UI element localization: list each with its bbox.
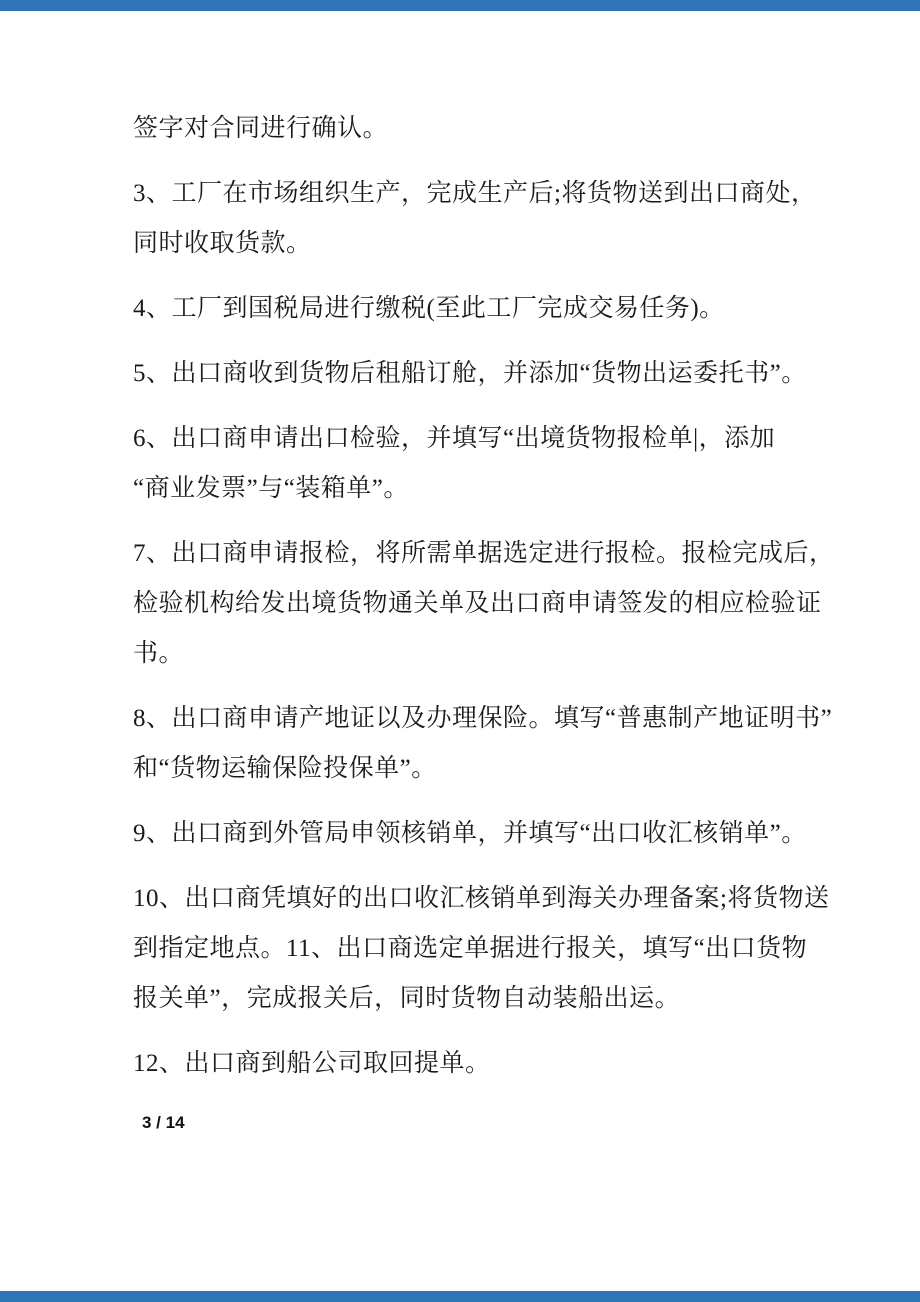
text-line: 报关单”，完成报关后，同时货物自动装船出运。 xyxy=(133,985,681,1012)
paragraph-item-6 xyxy=(133,414,853,514)
text-line: 10、出口商凭填好的出口收汇核销单到海关办理备案;将货物送 xyxy=(133,885,830,912)
text-line: “商业发票”与“装箱单”。 xyxy=(133,475,409,502)
page-number-indicator: 3 / 14 xyxy=(142,1113,185,1132)
paragraph-item-4 xyxy=(133,284,853,334)
paragraph-item-5 xyxy=(133,349,853,399)
text-line: 7、出口商申请报检，将所需单据选定进行报检。报检完成后， xyxy=(133,540,835,567)
text-line: 检验机构给发出境货物通关单及出口商申请签发的相应检验证 xyxy=(133,590,822,617)
text-line: 5、出口商收到货物后租船订舱，并添加“货物出运委托书”。 xyxy=(133,360,807,387)
text-line: 和“货物运输保险投保单”。 xyxy=(133,755,437,782)
text-line: 书。 xyxy=(133,640,185,667)
document-page-content xyxy=(133,104,853,1133)
page-top-border xyxy=(0,0,920,11)
paragraph-item-10-11 xyxy=(133,874,853,1024)
text-line: 3、工厂在市场组织生产，完成生产后;将货物送到出口商处， xyxy=(133,180,817,207)
text-line: 到指定地点。11、出口商选定单据进行报关，填写“出口货物 xyxy=(133,935,808,962)
text-line: 6、出口商申请出口检验，并填写“出境货物报检单|，添加 xyxy=(133,425,776,452)
text-line: 9、出口商到外管局申领核销单，并填写“出口收汇核销单”。 xyxy=(133,820,807,847)
text-line: 4、工厂到国税局进行缴税(至此工厂完成交易任务)。 xyxy=(133,295,725,322)
text-line: 12、出口商到船公司取回提单。 xyxy=(133,1050,491,1077)
paragraph-item-12 xyxy=(133,1039,853,1089)
paragraph-continuation xyxy=(133,104,853,154)
paragraph-item-7 xyxy=(133,529,853,679)
text-line: 同时收取货款。 xyxy=(133,230,312,257)
page-bottom-border xyxy=(0,1291,920,1302)
paragraph-item-3 xyxy=(133,169,853,269)
text-line: 8、出口商申请产地证以及办理保险。填写“普惠制产地证明书” xyxy=(133,705,833,732)
paragraph-item-9 xyxy=(133,809,853,859)
paragraph-item-8 xyxy=(133,694,853,794)
text-line: 签字对合同进行确认。 xyxy=(133,115,389,142)
